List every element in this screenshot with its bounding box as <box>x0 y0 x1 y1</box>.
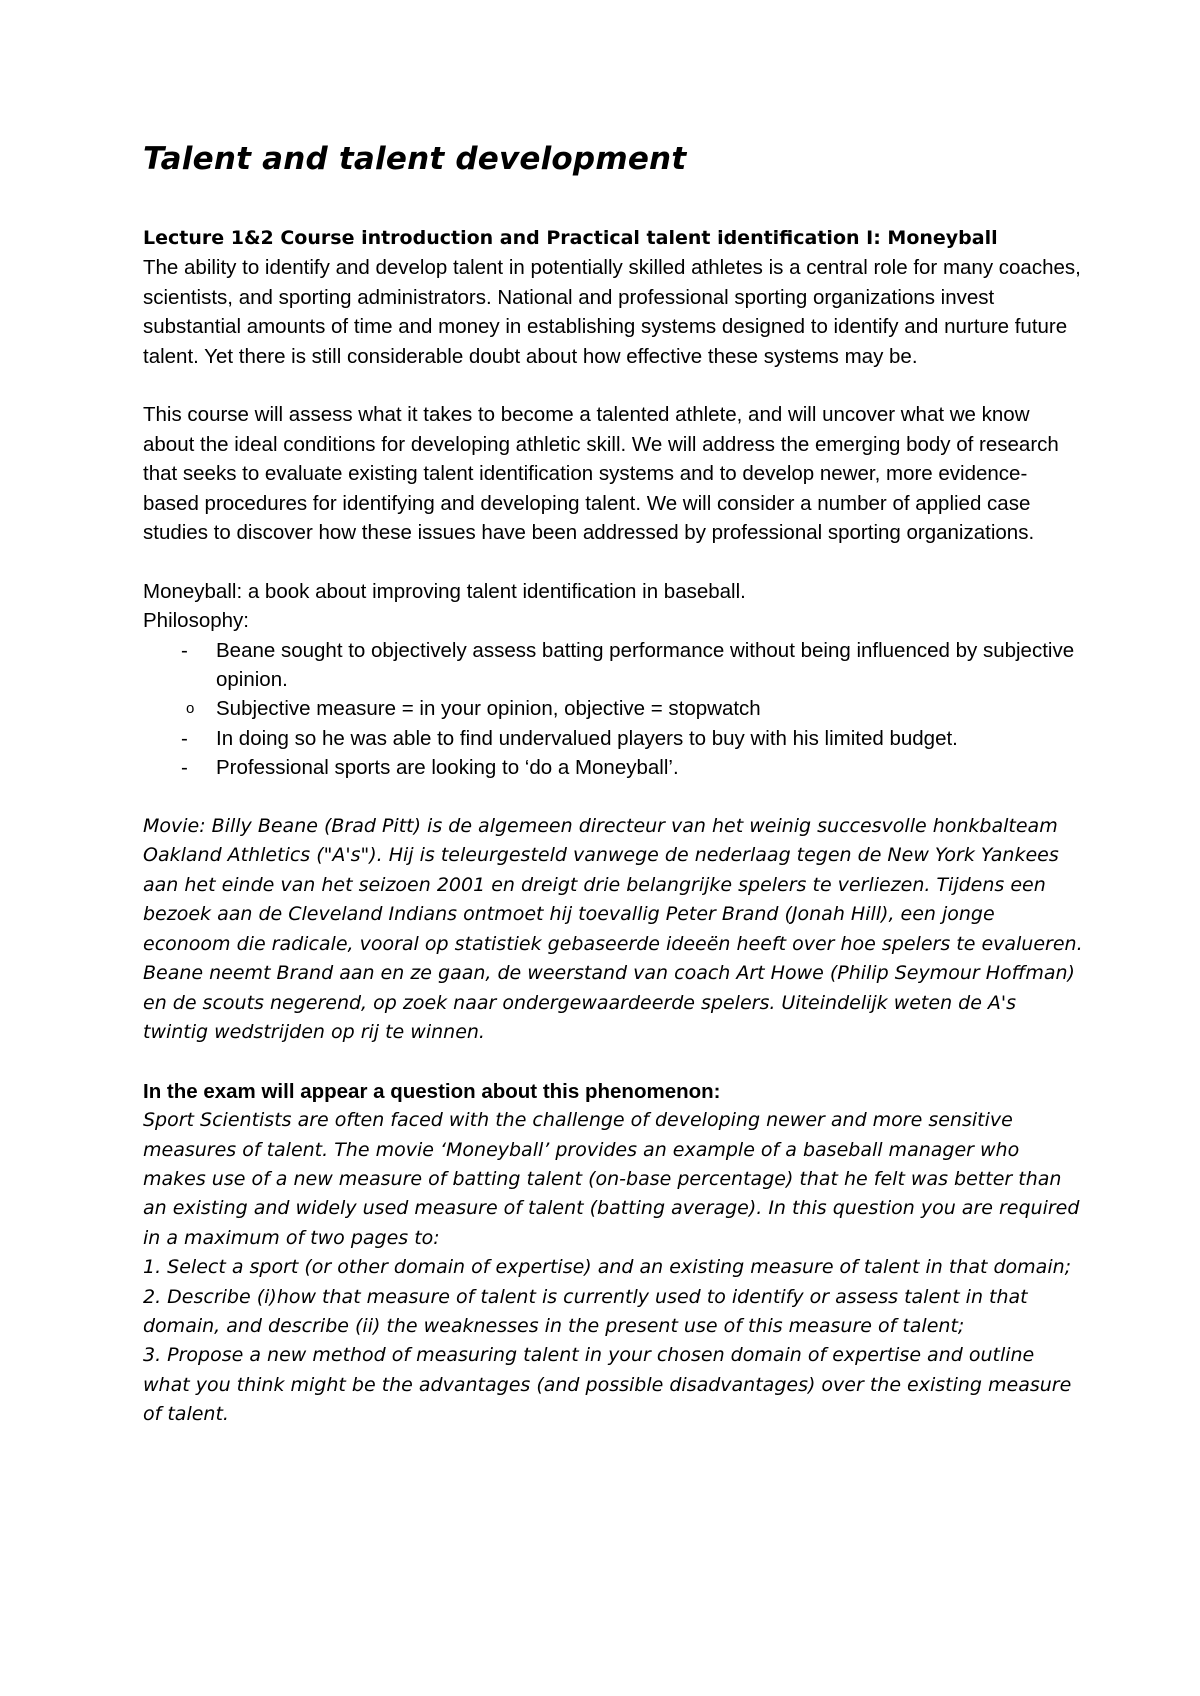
moneyball-line: Moneyball: a book about improving talent identification in baseball. <box>143 579 746 603</box>
sub-list-item <box>143 694 1083 723</box>
intro-paragraph: The ability to identify and develop talent in potentially skilled athletes is a central role for many coaches, scientists, and sporting administrators. National and professional sporting organizations invest substantial amounts of time and money in establishing systems designed to identify and nurture future talent. Yet there is still considerable doubt about how effective these systems may be. <box>143 256 1081 368</box>
list-item <box>143 724 1083 753</box>
exam-item: 3. Propose a new method of measuring talent in your chosen domain of expertise and outline what you think might be the advantages (and possible disadvantages) over the existing measure of talent. <box>143 1344 1072 1426</box>
paragraph-spacer <box>143 547 1083 576</box>
document-page <box>143 138 1083 1430</box>
exam-item: 1. Select a sport (or other domain of expertise) and an existing measure of talent in that domain; <box>143 1256 1072 1279</box>
paragraph-spacer <box>143 371 1083 400</box>
exam-heading-text: In the exam will appear a question about this phenomenon: <box>143 1079 721 1103</box>
dash-marker: - <box>181 726 188 750</box>
list-item-text: Professional sports are looking to ‘do a Moneyball’. <box>216 756 679 780</box>
course-paragraph: This course will assess what it takes to become a talented athlete, and will uncover what we know about the ideal conditions for developing athletic skill. We will address the emerging body of research that seeks to evaluate existing talent identification systems and to develop newer, more evidence-based procedures for identifying and developing talent. We will consider a number of applied case studies to discover how these issues have been addressed by professional sporting organizations. <box>143 403 1059 545</box>
philosophy-sub-list <box>143 694 1083 723</box>
paragraph-spacer <box>143 1047 1083 1076</box>
sub-list-item-text: Subjective measure = in your opinion, objective = stopwatch <box>216 697 761 721</box>
dash-marker: - <box>181 638 188 662</box>
list-item-text: In doing so he was able to find undervalued players to buy with his limited budget. <box>216 726 958 750</box>
circle-bullet-icon: o <box>186 700 195 718</box>
paragraph-spacer <box>143 783 1083 812</box>
philosophy-label: Philosophy: <box>143 609 249 633</box>
list-item-text: Beane sought to objectively assess batting performance without being influenced by subjective opinion. <box>216 638 1075 692</box>
exam-heading <box>143 1077 1083 1106</box>
document-title: Talent and talent development <box>143 141 687 177</box>
movie-paragraph: Movie: Billy Beane (Brad Pitt) is de algemeen directeur van het weinig succesvolle honkbalteam Oakland Athletics ("A's"). Hij is teleurgesteld vanwege de nederlaag tegen de New York Yankees aan het einde van het seizoen 2001 en dreigt drie belangrijke spelers te verliezen. Tijdens een bezoek aan de Cleveland Indians ontmoet hij toevallig Peter Brand (Jonah Hill), een jonge econoom die radicale, vooral op statistiek gebaseerde ideeën heeft over hoe spelers te evalueren. Beane neemt Brand aan en ze gaan, de weerstand van coach Art Howe (Philip Seymour Hoffman) en de scouts negerend, op zoek naar ondergewaardeerde spelers. Uiteindelijk weten de A's twintig wedstrijden op rij te winnen. <box>143 815 1083 1043</box>
lecture-heading: Lecture 1&2 Course introduction and Practical talent identification I: Moneyball <box>143 227 998 249</box>
exam-paragraph: Sport Scientists are often faced with the challenge of developing newer and more sensitive measures of talent. The movie ‘Moneyball’ provides an example of a baseball manager who makes use of a new measure of batting talent (on-base percentage) that he felt was better than an existing and widely used measure of talent (batting average). In this question you are required in a maximum of two pages to: <box>143 1109 1080 1249</box>
list-item <box>143 636 1083 724</box>
dash-marker: - <box>181 756 188 780</box>
philosophy-list <box>143 636 1083 783</box>
exam-item: 2. Describe (i)how that measure of talent is currently used to identify or assess talent in that domain, and describe (ii) the weaknesses in the present use of this measure of talent; <box>143 1285 1028 1337</box>
list-item <box>143 753 1083 782</box>
